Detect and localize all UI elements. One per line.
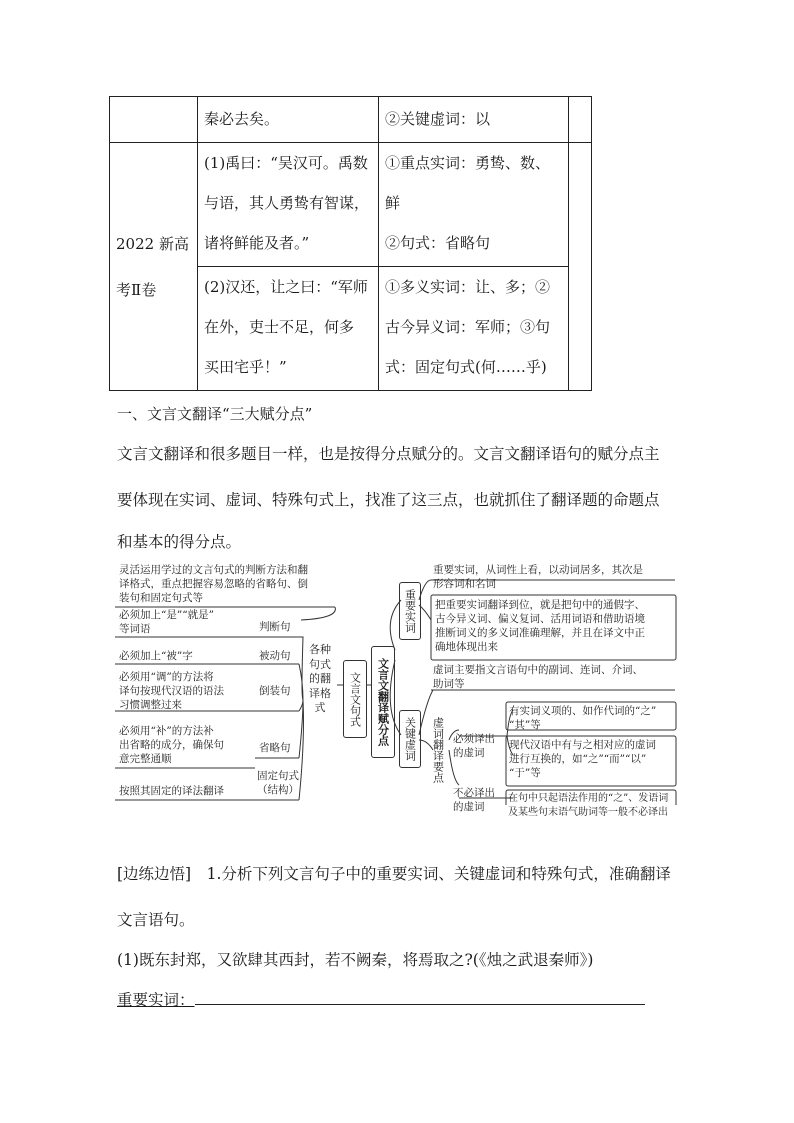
analysis-line: 古今异义词：军师；③句 xyxy=(385,318,551,336)
label-line: （结构） xyxy=(257,784,299,796)
exam-year-cell xyxy=(110,143,198,391)
desc-line: 等词语 xyxy=(119,623,151,635)
desc-line: 出省略的成分，确保句 xyxy=(119,739,224,751)
note-line: 译格式，重点把握容易忽略的省略句、倒 xyxy=(119,578,308,590)
xuci-note xyxy=(433,663,673,691)
root-label: 文言文翻译赋分点 xyxy=(376,658,390,746)
item-line: 及某些句末语气助词等一般不必译出 xyxy=(508,807,668,818)
label-daozhuang: 倒装句 xyxy=(259,685,291,697)
label-line: 必须译出 xyxy=(453,733,495,745)
sentence-line: (1)禹曰：“吴汉可。禹数 xyxy=(204,154,368,172)
desc-line: 译句按现代汉语的语法 xyxy=(119,685,224,697)
sentence-text: 秦必去矣。 xyxy=(204,110,280,128)
practice-instruction-cont: 文言语句。 xyxy=(117,911,195,929)
label-guding xyxy=(255,769,301,797)
branch-label-xuci: 关键虚词 xyxy=(403,717,417,761)
label-beidong: 被动句 xyxy=(259,650,291,662)
table-cell xyxy=(379,143,569,267)
rule-desc-daozhuang xyxy=(119,670,249,712)
not-must-item-1 xyxy=(508,792,676,820)
intro-line: 和基本的得分点。 xyxy=(117,533,242,551)
analysis-line: 鲜 xyxy=(385,194,401,212)
item-line: “其”等 xyxy=(509,719,541,731)
sentence-line: (2)汉还，让之曰：“军师 xyxy=(204,278,368,296)
note-line: 形容词和名词 xyxy=(433,578,496,590)
analysis-line: ①多义实词：让、多；② xyxy=(385,278,551,296)
rule-desc-guding xyxy=(119,784,249,798)
exam-table xyxy=(109,96,592,391)
item-line: 进行互换的，如“之”“而”“以” xyxy=(509,753,647,765)
shici-note1 xyxy=(433,563,673,591)
label-line: 固定句式 xyxy=(257,770,299,782)
label-line: 的虚词 xyxy=(453,801,485,813)
analysis-line: ①重点实词：勇鸷、数、 xyxy=(385,154,551,172)
table-cell xyxy=(379,267,569,391)
note-line: 把重要实词翻译到位，就是把句中的通假字、 xyxy=(435,599,645,611)
answer-line xyxy=(117,988,645,1010)
desc-line: 必须用“调”的方法将 xyxy=(119,671,214,683)
analysis-line: 式：固定句式(何……乎) xyxy=(385,358,547,376)
note-line: 助词等 xyxy=(433,678,465,690)
note-line: 确地体现出来 xyxy=(435,641,498,653)
sentence-line: 与语，其人勇鸷有智谋， xyxy=(204,194,370,212)
desc-line: 必须加上“被”字 xyxy=(119,650,193,662)
not-must-translate-label xyxy=(453,786,507,814)
table-row xyxy=(110,143,592,267)
must-item-2 xyxy=(509,738,675,780)
answer-blank[interactable] xyxy=(195,990,645,1005)
label-line: 的虚词 xyxy=(453,747,485,759)
note-line: 推断词义的多义词准确理解，并且在译文中正 xyxy=(435,627,645,639)
mind-map xyxy=(115,560,680,818)
note-line: 古今异义词、偏义复词、活用词语和借助语境 xyxy=(435,613,645,625)
analysis-line: ②句式：省略句 xyxy=(385,234,491,252)
desc-line: 按照其固定的译法翻译 xyxy=(119,785,224,797)
top-left-note xyxy=(119,563,349,605)
rule-desc-panduan xyxy=(119,608,249,636)
table-cell xyxy=(379,97,569,143)
desc-line: 必须加上“是”“就是” xyxy=(119,609,214,621)
shici-note2 xyxy=(435,598,675,654)
branch-label-shici: 重要实词 xyxy=(403,589,417,633)
item-line: 现代汉语中有与之相对应的虚词 xyxy=(509,739,656,751)
label-shenglue: 省略句 xyxy=(259,742,291,754)
exam-year-line: 考Ⅱ卷 xyxy=(116,280,157,299)
practice-instruction: [边练边悟] 1.分析下列文言句子中的重要实词、关键虚词和特殊句式，准确翻译 xyxy=(117,865,671,883)
note-line: 装句和固定句式等 xyxy=(119,592,203,604)
table-cell xyxy=(569,143,592,391)
rule-desc-beidong xyxy=(119,649,249,663)
rule-desc-shenglue xyxy=(119,724,249,766)
section-heading: 一、文言文翻译“三大赋分点” xyxy=(117,405,313,423)
table-cell xyxy=(198,97,379,143)
sentence-line: 买田宅乎！” xyxy=(204,358,287,376)
answer-label: 重要实词： xyxy=(117,991,195,1009)
desc-line: 必须用“补”的方法补 xyxy=(119,725,214,737)
analysis-text: ②关键虚词：以 xyxy=(385,110,491,128)
table-cell xyxy=(110,97,198,143)
sentence-line: 诸将鲜能及者。” xyxy=(204,234,310,252)
branch-label-sentence: 文言文句式 xyxy=(348,671,362,727)
question-sentence: (1)既东封郑，又欲肆其西封，若不阙秦，将焉取之?(《烛之武退秦师》) xyxy=(117,951,594,969)
label-line: 不必译出 xyxy=(453,787,495,799)
exam-year-line: 2022 新高 xyxy=(116,234,189,253)
label-panduan: 判断句 xyxy=(259,621,291,633)
xuci-hub-label: 虚词翻译要点 xyxy=(431,717,445,783)
table-cell xyxy=(198,143,379,267)
item-line: “于”等 xyxy=(509,767,541,779)
note-line: 虚词主要指文言语句中的副词、连词、介词、 xyxy=(433,664,643,676)
table-cell xyxy=(198,267,379,391)
note-line: 灵活运用学过的文言句式的判断方法和翻 xyxy=(119,564,308,576)
note-line: 重要实词，从词性上看，以动词居多，其次是 xyxy=(433,564,643,576)
sentence-line: 在外，吏士不足，何多 xyxy=(204,318,355,336)
item-line: 有实词义项的、如作代词的“之” xyxy=(509,705,657,717)
item-line: 在句中只起语法作用的“之”、发语词 xyxy=(508,793,669,804)
desc-line: 习惯调整过来 xyxy=(119,699,182,711)
table-row xyxy=(110,97,592,143)
must-translate-label xyxy=(453,732,507,760)
table-cell xyxy=(569,97,592,143)
intro-line: 要体现在实词、虚词、特殊句式上，找准了这三点，也就抓住了翻译题的命题点 xyxy=(117,491,660,509)
must-item-1 xyxy=(509,704,675,732)
desc-line: 意完整通顺 xyxy=(119,753,172,765)
intro-line: 文言文翻译和很多题目一样，也是按得分点赋分的。文言文翻译语句的赋分点主 xyxy=(117,445,660,463)
left-hub-label: 各种句式的翻译格式 xyxy=(309,643,331,714)
